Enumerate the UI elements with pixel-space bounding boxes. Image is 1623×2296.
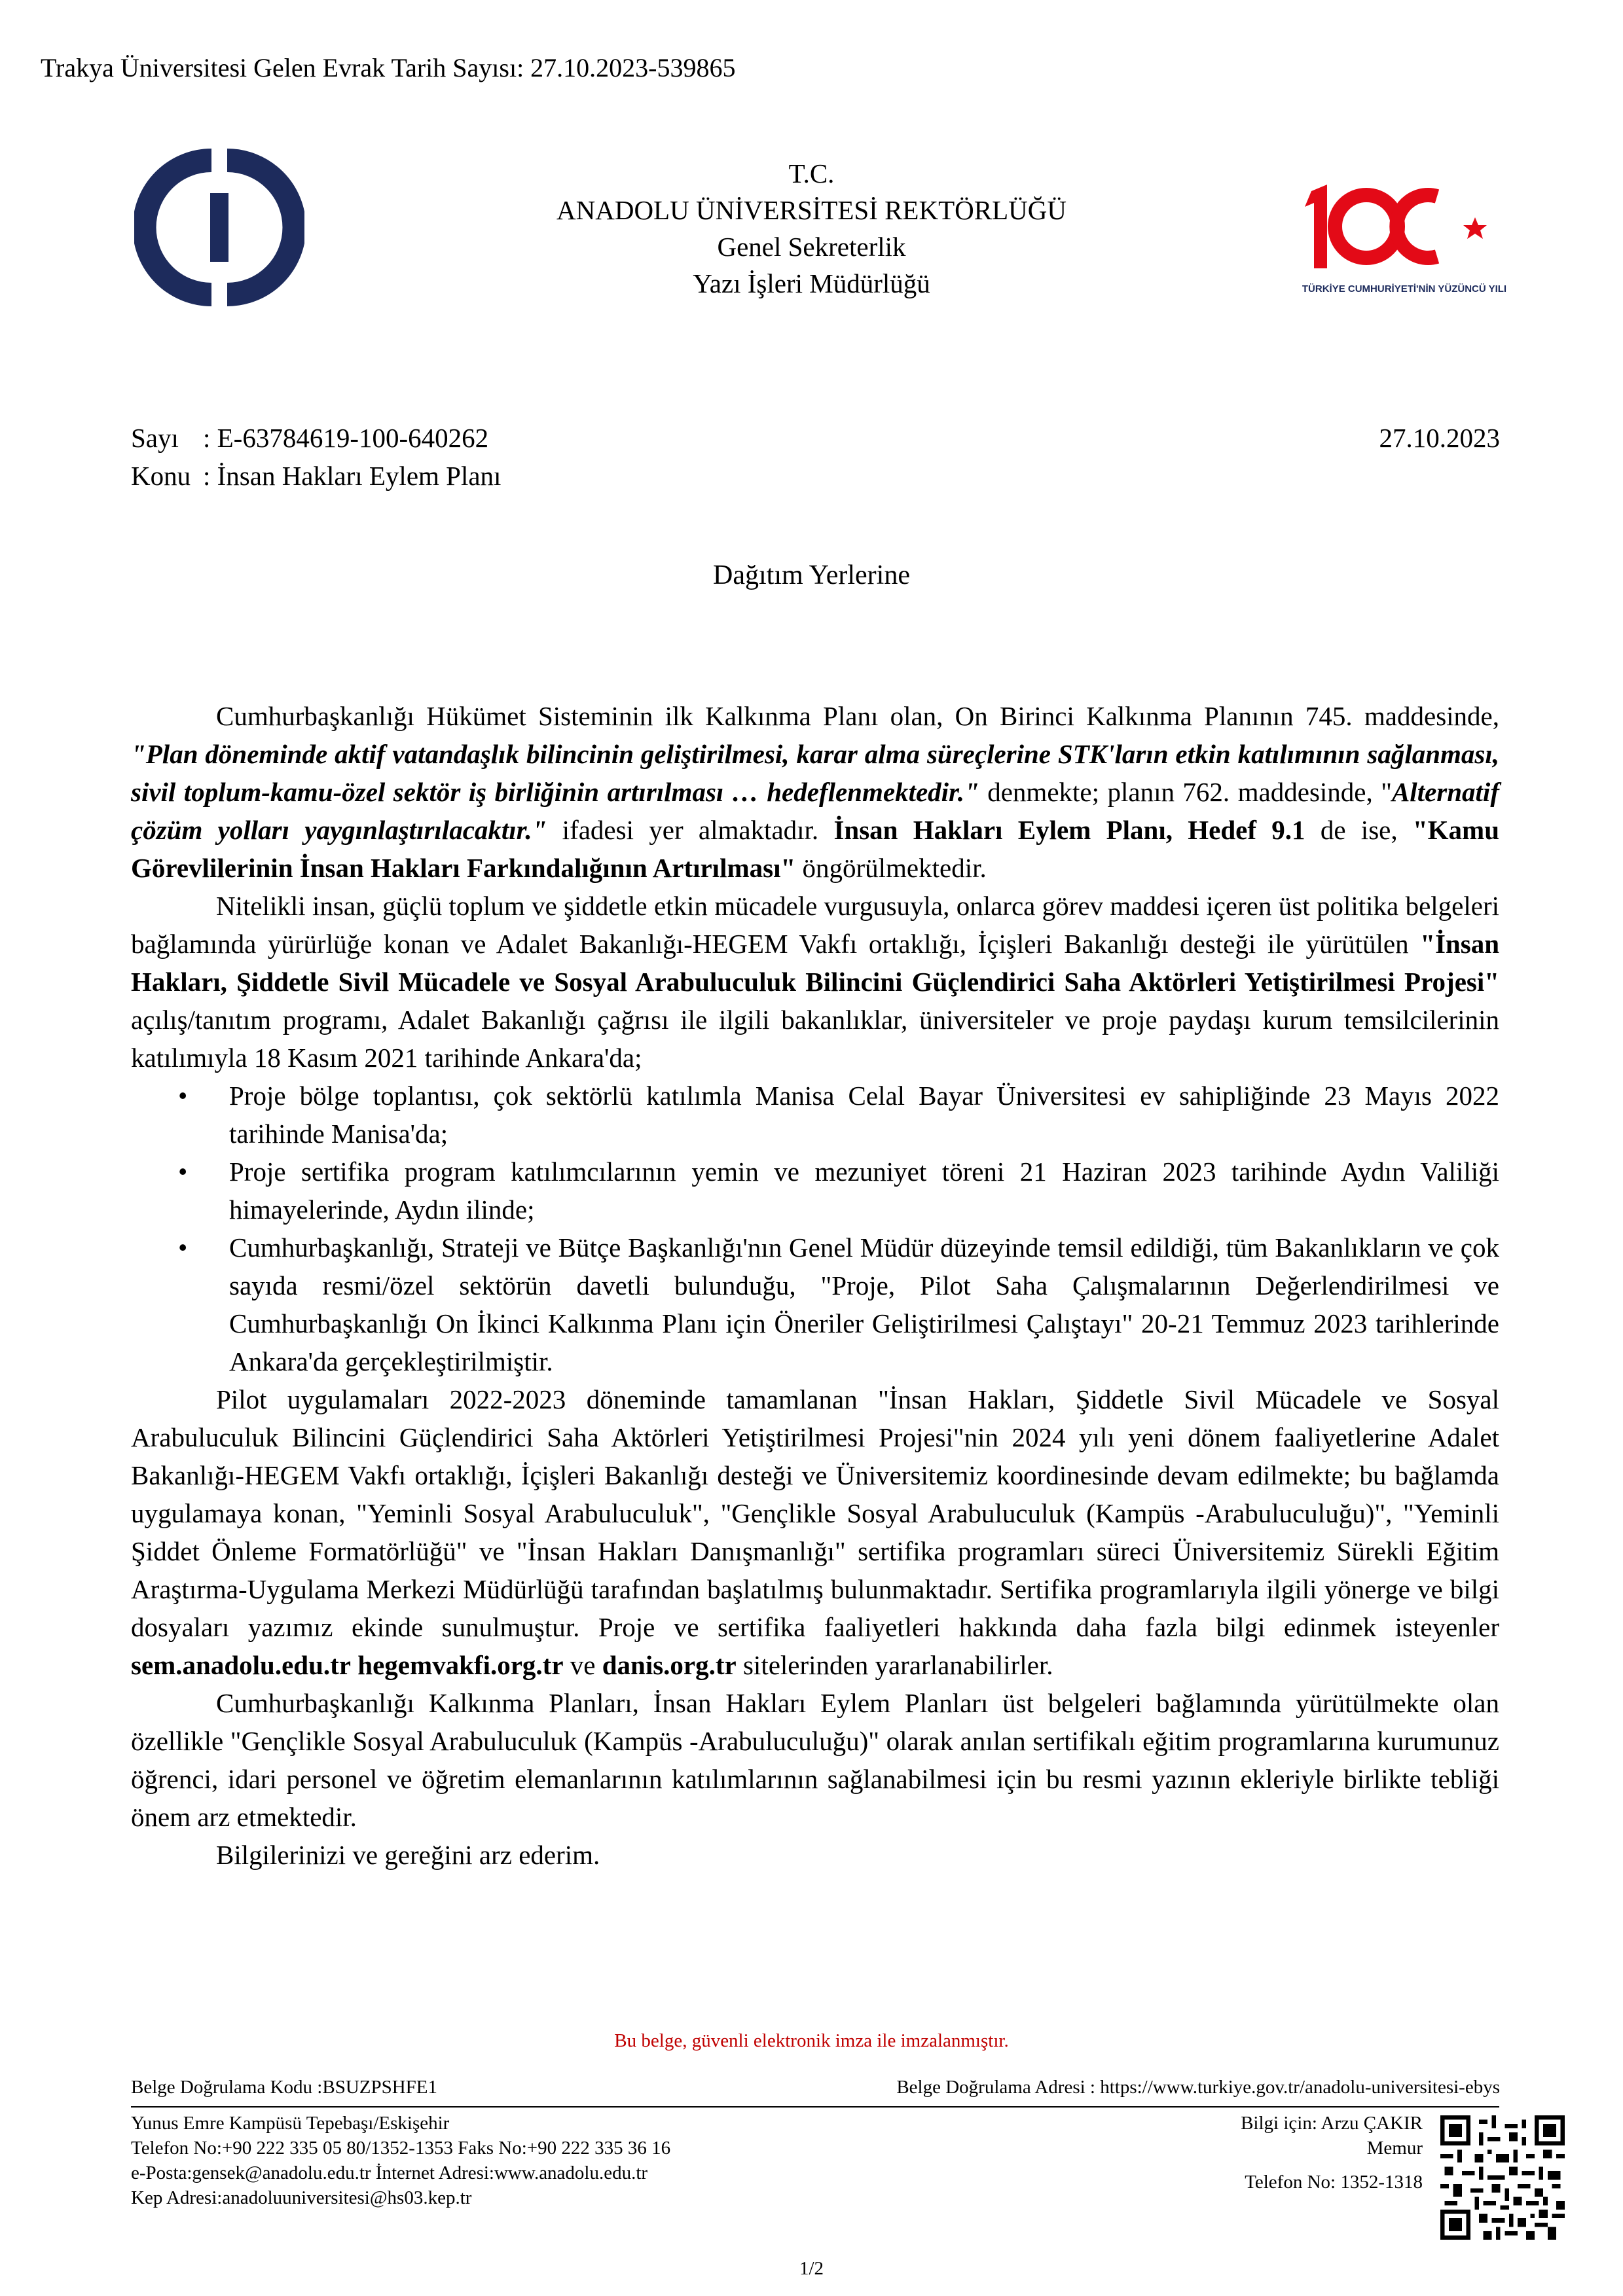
letter-body xyxy=(131,697,1499,1874)
header-directorate: Yazı İşleri Müdürlüğü xyxy=(693,268,930,298)
kep-line: Kep Adresi:anadoluuniversitesi@hs03.kep.tr xyxy=(131,2187,472,2208)
hegem-link[interactable]: hegemvakfi.org.tr xyxy=(357,1650,564,1680)
danis-link[interactable]: danis.org.tr xyxy=(602,1650,737,1680)
institution-address xyxy=(131,2111,670,2210)
bullet-icon: • xyxy=(178,1232,188,1263)
p1-bold: İnsan Hakları Eylem Planı, Hedef 9.1 xyxy=(833,815,1305,845)
republic-100th-year-logo xyxy=(1300,177,1509,301)
list-item: • Cumhurbaşkanlığı, Strateji ve Bütçe Başkanlığı'nın Genel Müdür düzeyinde temsil edildiği, tüm Bakanlıkların ve çok sayıda resmi/özel sektörün davetli bulunduğu, "Proje, Pilot Saha Çalışmalarının Değerlendirilmesi ve Cumhurbaşkanlığı On İkinci Kalkınma Planı için Öneriler Geliştirilmesi Çalıştayı" 20-21 Temmuz 2023 tarihlerinde Ankara'da gerçekleştirilmiştir. xyxy=(229,1229,1499,1380)
p1-bold-2: "Kamu Görevlilerinin İnsan Hakları Farkındalığının Artırılması" xyxy=(131,815,1499,883)
sayi-value: : E-63784619-100-640262 xyxy=(203,423,489,453)
document-date: 27.10.2023 xyxy=(1379,423,1500,453)
list-item: • Proje bölge toplantısı, çok sektörlü katılımla Manisa Celal Bayar Üniversitesi ev sahipliğinde 23 Mayıs 2022 tarihinde Manisa'da; xyxy=(229,1077,1499,1153)
incoming-document-stamp: Trakya Üniversitesi Gelen Evrak Tarih Sayısı: 27.10.2023-539865 xyxy=(41,53,736,82)
konu-value: : İnsan Hakları Eylem Planı xyxy=(203,461,501,491)
page-number: 1/2 xyxy=(799,2258,824,2279)
p1-text: Cumhurbaşkanlığı Hükümet Sisteminin ilk Kalkınma Planı olan, On Birinci Kalkınma Planının 745. maddesinde, xyxy=(216,701,1499,731)
header-rectorate: ANADOLU ÜNİVERSİTESİ REKTÖRLÜĞÜ xyxy=(556,195,1067,225)
bullet-icon: • xyxy=(178,1081,188,1111)
verification-address[interactable]: Belge Doğrulama Adresi : https://www.turkiye.gov.tr/anadolu-universitesi-ebys xyxy=(896,2077,1500,2098)
bullet-icon: • xyxy=(178,1157,188,1187)
p1-quote: "Plan döneminde aktif vatandaşlık bilincinin geliştirilmesi, karar alma süreçlerine STK'ların etkin katılımının sağlanması, sivil toplum-kamu-özel sektör iş birliğinin artırılması … hedeflenmektedir." xyxy=(131,739,1499,807)
p1-text-3: ifadesi yer almaktadır. xyxy=(547,815,834,845)
e-signature-note: Bu belge, güvenli elektronik imza ile imzalanmıştır. xyxy=(614,2030,1009,2051)
p1-text-2: denmekte; planın 762. maddesinde, " xyxy=(979,777,1392,807)
paragraph-4: Cumhurbaşkanlığı Kalkınma Planları, İnsan Hakları Eylem Planları üst belgeleri bağlamında yürütülmekte olan özellikle "Gençlikle Sosyal Arabuluculuk (Kampüs -Arabuluculuğu)" olarak anılan sertifikalı eğitim programlarına kurumunuz öğrenci, idari personel ve öğretim elemanlarının katılımlarının sağlanabilmesi için bu resmi yazının ekleriyle birlikte tebliği önem arz etmektedir. xyxy=(131,1688,1499,1832)
contact-title: Memur xyxy=(1366,2138,1423,2159)
logo-caption: TÜRKİYE CUMHURİYETİ'NİN YÜZÜNCÜ YILI xyxy=(1302,283,1507,295)
header-general-secretariat: Genel Sekreterlik xyxy=(717,232,906,262)
contact-phone: Telefon No: 1352-1318 xyxy=(1245,2172,1423,2193)
qr-code-icon xyxy=(1440,2115,1565,2240)
p1-text-4: de ise, xyxy=(1305,815,1413,845)
address-line: Yunus Emre Kampüsü Tepebaşı/Eskişehir xyxy=(131,2113,450,2134)
sayi-label: Sayı xyxy=(131,423,179,453)
list-item: • Proje sertifika program katılımcılarının yemin ve mezuniyet töreni 21 Haziran 2023 tarihinde Aydın Valiliği himayelerinde, Aydın ilinde; xyxy=(229,1153,1499,1229)
header-tc: T.C. xyxy=(788,158,835,188)
konu-label: Konu xyxy=(131,461,191,491)
event-list xyxy=(131,1077,1499,1380)
verification-code: Belge Doğrulama Kodu :BSUZPSHFE1 xyxy=(131,2077,438,2098)
closing-line: Bilgilerinizi ve gereğini arz ederim. xyxy=(216,1840,600,1870)
paragraph-3: Pilot uygulamaları 2022-2023 döneminde tamamlanan "İnsan Hakları, Şiddetle Sivil Mücadele ve Sosyal Arabuluculuk Bilincini Güçlendirici Saha Aktörleri Yetiştirilmesi Projesi"nin 2024 yılı yeni dönem faaliyetlerine Adalet Bakanlığı-HEGEM Vakfı ortaklığı, İçişleri Bakanlığı desteği ve Üniversitemiz koordinesinde devam edilmekte; bu bağlamda uygulamaya konan, "Yeminli Sosyal Arabuluculuk", "Gençlikle Sosyal Arabuluculuk (Kampüs -Arabuluculuğu)", "Yeminli Şiddet Önleme Formatörlüğü" ve "İnsan Hakları Danışmanlığı" sertifika programları süreci Üniversitemiz Sürekli Eğitim Araştırma-Uygulama Merkezi Müdürlüğü tarafından başlatılmış bulunmaktadır. Sertifika programlarıyla ilgili yönerge ve bilgi dosyaları yazımız ekinde sunulmuştur. Proje ve sertifika faaliyetleri hakkında daha fazla bilgi edinmek isteyenler sem.anadolu.edu.tr hegemvakfi.org.tr ve danis.org.tr sitelerinden yararlanabilirler. xyxy=(131,1384,1499,1680)
sem-link[interactable]: sem.anadolu.edu.tr xyxy=(131,1650,352,1680)
contact-person: Bilgi için: Arzu ÇAKIR xyxy=(1241,2113,1423,2134)
p2-text-2: açılış/tanıtım programı, Adalet Bakanlığı çağrısı ile ilgili bakanlıklar, üniversiteler ve proje paydaşı kurum temsilcilerinin katılımıyla 18 Kasım 2021 tarihinde Ankara'da; xyxy=(131,1005,1499,1073)
p2-text: Nitelikli insan, güçlü toplum ve şiddetle etkin mücadele vurgusuyla, onlarca görev maddesi içeren üst politika belgeleri bağlamında yürürlüğe konan ve Adalet Bakanlığı-HEGEM Vakfı ortaklığı, İçişleri Bakanlığı desteği ile yürütülen xyxy=(131,891,1499,959)
document-number-row xyxy=(131,422,488,454)
p3-text: Pilot uygulamaları 2022-2023 döneminde tamamlanan "İnsan Hakları, Şiddetle Sivil Mücadele ve Sosyal Arabuluculuk Bilincini Güçlendirici Saha Aktörleri Yetiştirilmesi Projesi"nin 2024 yılı yeni dönem faaliyetlerine Adalet Bakanlığı-HEGEM Vakfı ortaklığı, İçişleri Bakanlığı desteği ve Üniversitemiz koordinesinde devam edilmekte; bu bağlamda uygulamaya konan, "Yeminli Sosyal Arabuluculuk", "Gençlikle Sosyal Arabuluculuk (Kampüs -Arabuluculuğu)", "Yeminli Şiddet Önleme Formatörlüğü" ve "İnsan Hakları Danışmanlığı" sertifika programları süreci Üniversitemiz Sürekli Eğitim Araştırma-Uygulama Merkezi Müdürlüğü tarafından başlatılmış bulunmaktadır. Sertifika programlarıyla ilgili yönerge ve bilgi dosyaları yazımız ekinde sunulmuştur. Proje ve sertifika faaliyetleri hakkında daha fazla bilgi edinmek isteyenler xyxy=(131,1384,1499,1642)
p1-quote-2: Alternatif çözüm yolları yaygınlaştırılacaktır." xyxy=(131,777,1499,845)
email-web-line: e-Posta:gensek@anadolu.edu.tr İnternet Adresi:www.anadolu.edu.tr xyxy=(131,2162,648,2183)
p2-project-title: "İnsan Hakları, Şiddetle Sivil Mücadele ve Sosyal Arabuluculuk Bilincini Güçlendirici Saha Aktörleri Yetiştirilmesi Projesi" xyxy=(131,929,1499,997)
footer-divider xyxy=(131,2106,1499,2108)
p1-text-5: öngörülmektedir. xyxy=(795,853,987,883)
phone-fax-line: Telefon No:+90 222 335 05 80/1352-1353 Faks No:+90 222 335 36 16 xyxy=(131,2138,671,2159)
paragraph-1 xyxy=(131,697,1499,887)
paragraph-2 xyxy=(131,887,1499,1077)
subject-row xyxy=(131,460,501,492)
contact-info xyxy=(1241,2111,1423,2195)
addressee: Dağıtım Yerlerine xyxy=(713,560,910,590)
